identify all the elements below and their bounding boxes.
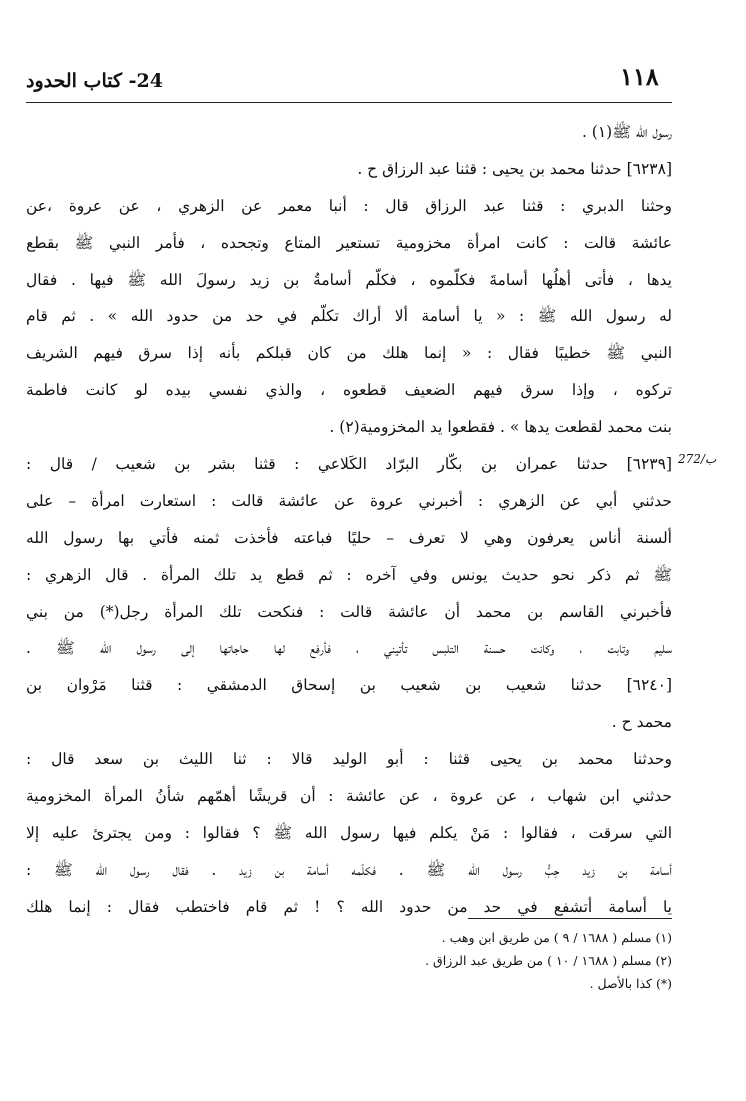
header-rule: [26, 102, 672, 103]
text-line: فأخبرني القاسم بن محمد أن عائشة قالت : فنكحت تلك المرأة رجل(*) من بني: [26, 602, 672, 621]
page-number: ١١٨: [620, 62, 659, 91]
text-line: [٦٢٤٠] حدثنا شعيب بن شعيب بن إسحاق الدمشقي : قثنا مَرْوان بن: [26, 676, 672, 695]
text-line: بنت محمد لقطعت يدها » . فقطعوا يد المخزومية(٢) .: [329, 418, 672, 437]
footnote: (*) كذا بالأصل .: [589, 976, 672, 991]
text-line: محمد ح .: [611, 713, 672, 732]
footnotes: [26, 926, 672, 995]
text-line: التي سرقت ، فقالوا : مَنْ يكلم فيها رسول الله ﷺ ؟ فقالوا : ومن يجترئ عليه إلا: [26, 823, 672, 842]
text-line: عائشة قالت : كانت امرأة مخزومية تستعير المتاع وتجحده ، فأمر النبي ﷺ بقطع: [26, 233, 672, 252]
text-line: يا أسامة أتشفع في حد من حدود الله ؟ ! ثم قام فاختطب فقال : إنما هلك: [26, 897, 672, 916]
text-line: وحثنا الدبري : قثنا عبد الرزاق قال : أنبا معمر عن الزهري ، عن عروة ،عن: [26, 196, 672, 215]
main-text: [26, 114, 672, 926]
text-line: وحدثنا محمد بن يحيى قثنا : أبو الوليد قالا : ثنا الليث بن سعد قال :: [26, 750, 672, 769]
text-line: ﷺ ثم ذكر نحو حديث يونس وفي آخره : ثم قطع يد تلك المرأة . قال الزهري :: [26, 565, 672, 584]
footnote: (١) مسلم ( ١٦٨٨ / ٩ ) من طريق ابن وهب .: [441, 930, 672, 945]
text-line: حدثني أبي عن الزهري : أخبرني عروة عن عائشة قالت : استعارت امرأة – على: [26, 491, 672, 510]
text-line: النبي ﷺ خطيبًا فقال : « إنما هلك من كان قبلكم بأنه إذا سرق فيهم الشريف: [26, 344, 672, 363]
text-line: ألسنة أناس يعرفون وهي لا تعرف – حليًا فباعته فأخذت ثمنه فأتي بها رسول الله: [26, 528, 672, 547]
text-line: حدثني ابن شهاب ، عن عروة ، عن عائشة : أن قريشًا أهمّهم شأنُ المرأة المخزومية: [26, 787, 672, 806]
text-line: يدها ، فأتى أهلُها أسامةَ فكلّموه ، فكلّم أسامةُ بن زيد رسولَ الله ﷺ فيها . فقال: [26, 270, 672, 289]
text-line: أسامة بن زيد حِبُّ رسول الله ﷺ . فكلّمه أسامة بن زيد . فقال رسول الله ﷺ :: [26, 860, 672, 879]
footnote: (٢) مسلم ( ١٦٨٨ / ١٠ ) من طريق عبد الرزاق .: [425, 953, 672, 968]
footnote-rule: [468, 918, 672, 919]
text-line: [٦٢٣٨] حدثنا محمد بن يحيى : قثنا عبد الرزاق ح .: [357, 159, 672, 178]
text-line: له رسول الله ﷺ : « يا أسامة ألا أراك تكلّم في حد من حدود الله » . ثم قام: [26, 307, 672, 326]
text-line: رسول الله ﷺ(١) .: [581, 123, 672, 141]
manuscript-folio-note: 272/ب: [678, 452, 717, 466]
text-line: [٦٢٣٩] حدثنا عمران بن بكّار البرّاد الكَلاعي : قثنا بشر بن شعيب / قال :: [26, 455, 672, 474]
text-line: تركوه ، وإذا سرق فيهم الضعيف قطعوه ، والذي نفسي بيده لو كانت فاطمة: [26, 381, 672, 400]
running-head-title: 24- كتاب الحدود: [26, 70, 163, 92]
text-line: سليم وتابت ، وكانت حسنة التلبس تأتيني ، فأرفع لها حاجاتها إلى رسول الله ﷺ .: [26, 639, 672, 658]
